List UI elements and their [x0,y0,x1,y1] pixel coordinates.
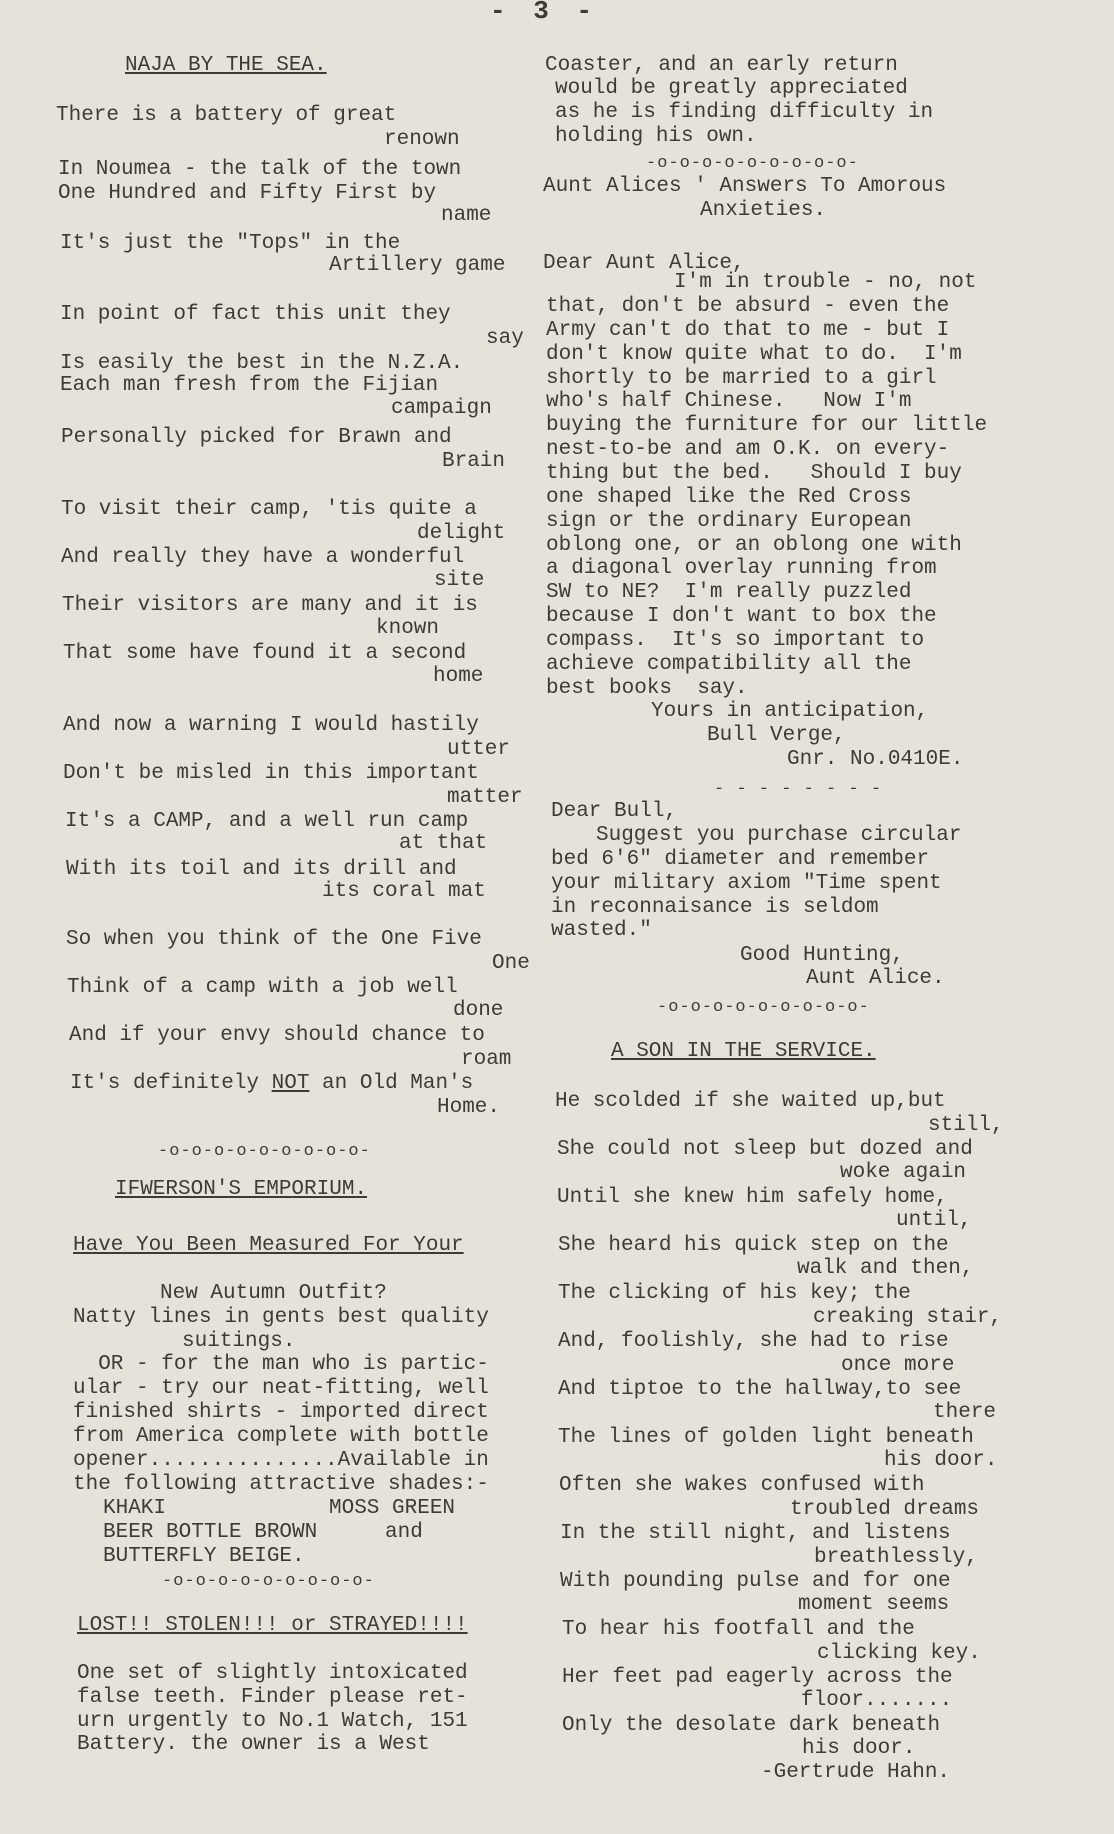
poem-line: There is a battery of great [56,104,397,127]
poem-line: Home. [437,1096,501,1119]
poem-line: So when you think of the One Five [66,928,482,951]
letter-line: one shaped like the Red Cross [546,486,912,509]
son-line: moment seems [798,1593,950,1616]
poem-line: It's just the "Tops" in the [60,232,401,255]
son-line: Often she wakes confused with [559,1474,925,1497]
emporium-line: opener...............Available in [73,1449,489,1472]
poem-line: Each man fresh from the Fijian [60,374,439,397]
son-line: She heard his quick step on the [558,1234,949,1257]
aunt-alice-title: Aunt Alices ' Answers To Amorous [543,175,947,198]
poem-line: known [376,617,440,640]
emporium-line: OR - for the man who is partic- [73,1353,489,1376]
emporium-headline-2: New Autumn Outfit? [160,1282,387,1305]
letter-line: thing but the bed. Should I buy [546,462,962,485]
letter-line: that, don't be absurd - even the [546,295,950,318]
lost-continued-line: holding his own. [555,125,757,148]
son-line: breathlessly, [814,1546,978,1569]
poem-line: campaign [391,397,492,420]
letter-line: don't know quite what to do. I'm [546,343,962,366]
son-line: once more [841,1354,955,1377]
poem-line: home [433,665,484,688]
poem-line: Personally picked for Brawn and [61,426,452,449]
separator: -o-o-o-o-o-o-o-o-o- [646,154,859,173]
separator: -o-o-o-o-o-o-o-o-o- [657,998,870,1017]
reply-line: Suggest you purchase circular [596,824,962,847]
reply-line: your military axiom "Time spent [551,872,942,895]
son-line: Her feet pad eagerly across the [562,1666,953,1689]
poem-line: site [434,569,485,592]
reply-line: bed 6'6" diameter and remember [551,848,930,871]
poem-line: Artillery game [329,254,506,277]
son-line: To hear his footfall and the [562,1618,915,1641]
emporium-line: suitings. [182,1330,296,1353]
lost-line: Battery. the owner is a West [77,1733,430,1756]
son-line: In the still night, and listens [560,1522,951,1545]
poem-line: done [453,999,504,1022]
letter-line: Army can't do that to me - but I [546,319,950,342]
page-number: - 3 - [490,0,599,26]
reply-line: wasted." [551,919,652,942]
letter-line: compass. It's so important to [546,629,925,652]
son-line: his door. [884,1449,998,1472]
poem-line: And really they have a wonderful [61,546,465,569]
poem-line: It's a CAMP, and a well run camp [65,810,469,833]
letter-salutation: Dear Aunt Alice, [543,252,745,275]
emporium-title: IFWERSON'S EMPORIUM. [115,1178,368,1201]
poem-line: Brain [442,450,506,473]
poem-line: One [492,952,530,975]
poem-line: In Noumea - the talk of the town [58,158,462,181]
shade-butterfly-beige: BUTTERFLY BEIGE. [103,1545,305,1568]
poem-line: Don't be misled in this important [63,762,479,785]
poem-line: its coral mat [322,880,486,903]
poem-line: Is easily the best in the N.Z.A. [60,352,464,375]
poem-line: renown [384,128,460,151]
son-line: He scolded if she waited up,but [555,1090,946,1113]
poem-line: To visit their camp, 'tis quite a [61,498,477,521]
lost-line: urn urgently to No.1 Watch, 151 [77,1710,468,1733]
emporium-line: Natty lines in gents best quality [73,1306,489,1329]
lost-continued-line: Coaster, and an early return [545,54,898,77]
reply-signoff: Aunt Alice. [806,967,945,990]
emporium-headline: Have You Been Measured For Your [73,1234,464,1257]
son-line: still, [928,1114,1004,1137]
lost-line: One set of slightly intoxicated [77,1662,468,1685]
poem-line: roam [461,1048,512,1071]
poem-line [70,1072,473,1096]
letter-signoff: Gnr. No.0410E. [787,748,964,771]
lost-continued-line: would be greatly appreciated [555,77,908,100]
son-line: And, foolishly, she had to rise [558,1330,949,1353]
poem-line: Their visitors are many and it is [62,594,478,617]
emphasis-not: NOT [271,1072,310,1095]
poem-line: name [441,204,492,227]
poem-line: One Hundred and Fifty First by [58,182,437,205]
letter-line: sign or the ordinary European [546,510,912,533]
poem-line: In point of fact this unit they [60,303,451,326]
poem-line: matter [447,786,523,809]
son-line: creaking stair, [813,1306,1003,1329]
poem-title: NAJA BY THE SEA. [125,54,327,77]
poem-line: at that [399,832,488,855]
emporium-line: finished shirts - imported direct [73,1401,489,1424]
lost-line: false teeth. Finder please ret- [77,1686,468,1709]
poem-line: And if your envy should chance to [69,1024,485,1047]
shade-moss-green: MOSS GREEN [329,1497,456,1520]
son-line: The clicking of his key; the [558,1282,911,1305]
letter-line: achieve compatibility all the [546,653,912,676]
emporium-line: from America complete with bottle [73,1425,489,1448]
son-author: -Gertrude Hahn. [761,1761,951,1784]
shade-and: and [385,1521,423,1544]
letter-signoff: Bull Verge, [707,724,846,747]
letter-signoff: Yours in anticipation, [651,700,929,723]
son-line: Only the desolate dark beneath [562,1714,941,1737]
letter-line: nest-to-be and am O.K. on every- [546,438,950,461]
son-line: Until she knew him safely home, [557,1186,948,1209]
lost-continued-line: as he is finding difficulty in [555,101,934,124]
poem-line: With its toil and its drill and [66,858,457,881]
son-line: troubled dreams [790,1498,980,1521]
son-line: clicking key. [817,1642,981,1665]
son-line: With pounding pulse and for one [560,1570,951,1593]
letter-line: a diagonal overlay running from [546,557,937,580]
poem-line: And now a warning I would hastily [63,714,479,737]
emporium-line: ular - try our neat-fitting, well [73,1377,489,1400]
son-line: The lines of golden light beneath [558,1426,974,1449]
poem-line: That some have found it a second [63,642,467,665]
son-line: floor....... [801,1689,953,1712]
letter-line: oblong one, or an oblong one with [546,534,962,557]
letter-line: I'm in trouble - no, not [674,271,977,294]
shade-beer-bottle-brown: BEER BOTTLE BROWN [103,1521,318,1544]
reply-salutation: Dear Bull, [551,800,678,823]
son-line: there [933,1401,997,1424]
letter-line: best books say. [546,677,748,700]
reply-signoff: Good Hunting, [740,944,904,967]
son-line: walk and then, [797,1257,974,1280]
shade-khaki: KHAKI [103,1497,167,1520]
son-line: And tiptoe to the hallway,to see [558,1378,962,1401]
son-title: A SON IN THE SERVICE. [611,1040,876,1063]
poem-line: Think of a camp with a job well [67,976,458,999]
lost-title: LOST!! STOLEN!!! or STRAYED!!!! [77,1614,468,1637]
son-line: his door. [802,1737,916,1760]
son-line: until, [896,1209,972,1232]
letter-line: buying the furniture for our little [546,414,988,437]
poem-line-part: an Old Man's [309,1072,474,1095]
son-line: She could not sleep but dozed and [557,1138,973,1161]
emporium-line: the following attractive shades:- [73,1473,489,1496]
aunt-alice-title-2: Anxieties. [700,199,827,222]
letter-line: shortly to be married to a girl [546,367,937,390]
separator: -o-o-o-o-o-o-o-o-o- [158,1142,371,1161]
poem-line: utter [447,738,511,761]
son-line: woke again [840,1161,967,1184]
reply-line: in reconnaisance is seldom [551,896,879,919]
poem-line: say [486,327,524,350]
separator: -o-o-o-o-o-o-o-o-o- [162,1572,375,1591]
letter-line: who's half Chinese. Now I'm [546,390,912,413]
letter-line: SW to NE? I'm really puzzled [546,581,912,604]
letter-line: because I don't want to box the [546,605,937,628]
poem-line: delight [417,522,506,545]
poem-line-part: It's definitely [70,1072,272,1095]
dash-separator: - - - - - - - - [714,780,883,799]
